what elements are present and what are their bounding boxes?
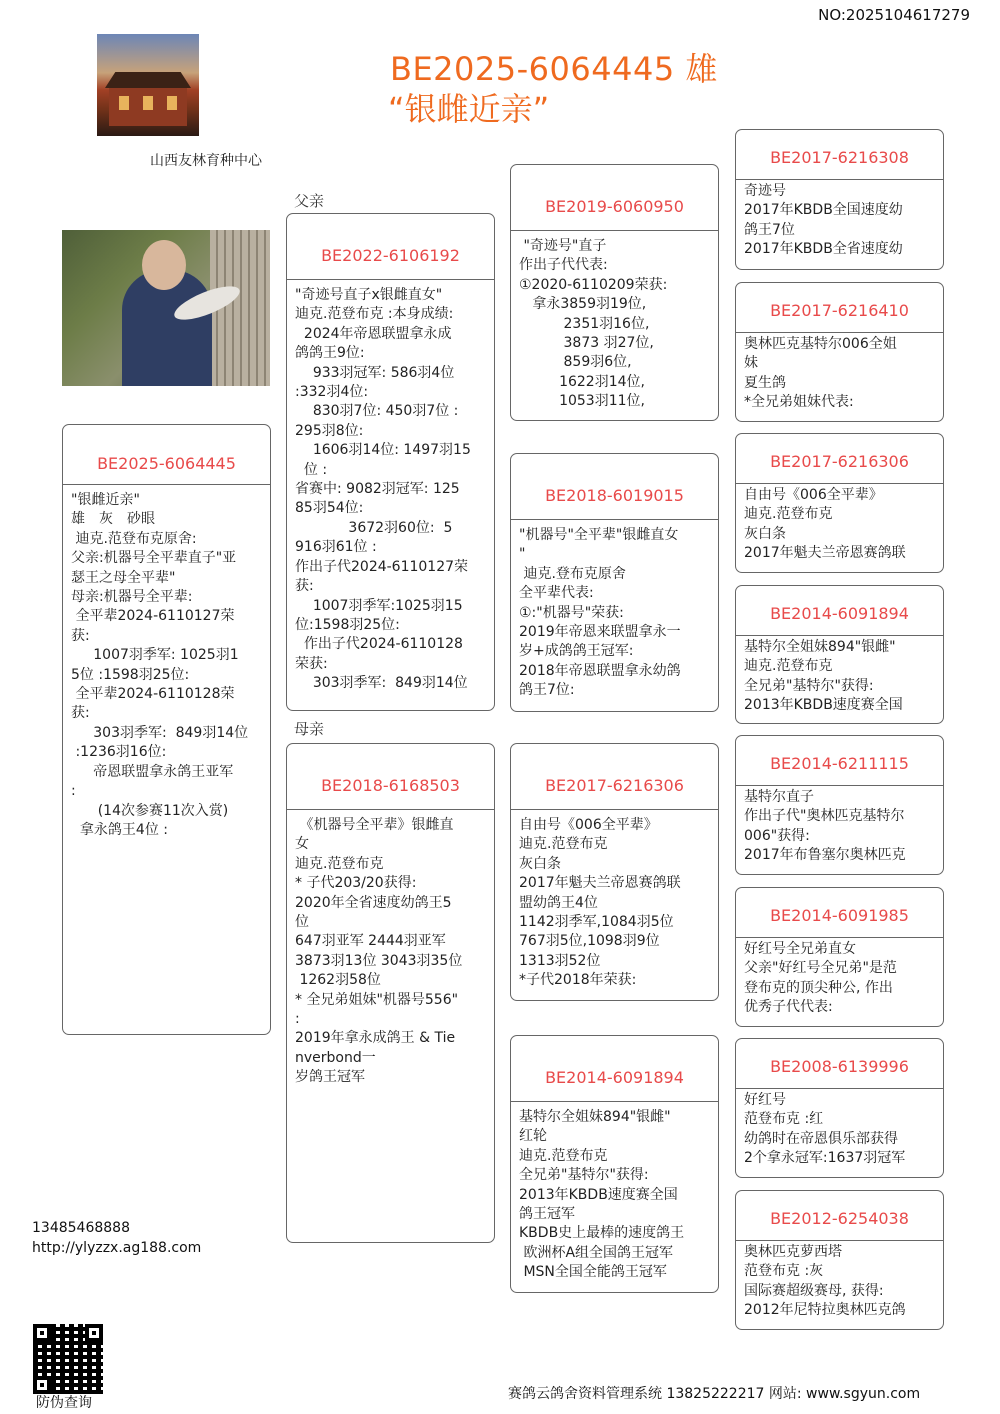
great-grandparent-ring-1: BE2017-6216308 <box>736 130 943 180</box>
great-grandparent-card-4[interactable] <box>735 585 944 724</box>
mother-ring: BE2018-6168503 <box>287 744 494 810</box>
breeder-photo <box>62 230 270 386</box>
great-grandparent-ring-2: BE2017-6216410 <box>736 283 943 333</box>
pedigree-title-ring: BE2025-6064445 雄 <box>390 50 718 88</box>
contact-phone: 13485468888 <box>32 1220 130 1236</box>
paternal-grandmother-details: "机器号"全平辈"银雌直女 " 迪克.登布克原舍 全平辈代表: ①:"机器号"荣获: 2019年帝恩来联盟拿永一 岁+成鸽鸽王冠军: 2018年帝恩联盟拿永幼鸽 鸽王7位: <box>519 527 681 699</box>
paternal-grandfather-details: "奇迹号"直子 作出子代代表: ①2020-6110209荣获: 拿永3859羽19位, 2351羽16位, 3873 羽27位, 859羽6位, 1622羽14位, 1053羽11位, <box>519 238 668 410</box>
paternal-grandmother-ring: BE2018-6019015 <box>511 454 718 520</box>
father-details: "奇迹号直子x银雌直女" 迪克.范登布克 :本身成绩: 2024年帝恩联盟拿永成 鸽鸽王9位: 933羽冠军: 586羽4位 :332羽4位: 830羽7位: 450羽7位 : 295羽8位: 1606羽14位: 1497羽15 位 : 省赛中: 9082羽冠军: 125 85羽54位: 3672羽60位: 5 916羽61位 : 作出子代2024-6110127荣 获: 1007羽季军:1025羽15 位:1598羽25位: 作出子代2024-6110128 荣获: 303羽季军: 849羽14位 <box>295 287 471 692</box>
system-footer: 赛鸽云鸽舍资料管理系统 13825222217 网站: www.sgyun.com <box>508 1386 921 1402</box>
great-grandparent-card-3[interactable] <box>735 433 944 573</box>
subject-details: "银雌近亲" 雄 灰 砂眼 迪克.范登布克原舍: 父亲:机器号全平辈直子"亚 瑟王之母全平辈" 母亲:机器号全平辈: 全平辈2024-6110127荣 获: 1007羽季军: 1025羽1 5位 :1598羽25位: 全平辈2024-6110128荣 获: 303羽季军: 849羽14位 :1236羽16位: 帝恩联盟拿永鸽王亚军 : (14次参赛11次入赏) 拿永鸽王4位 : <box>71 492 249 838</box>
subject-ring: BE2025-6064445 <box>63 425 270 485</box>
great-grandparent-ring-3: BE2017-6216306 <box>736 434 943 484</box>
great-grandparent-details-4: 基特尔全姐妹894"银雌" 迪克.范登布克 全兄弟"基特尔"获得: 2013年KBDB速度赛全国 <box>744 639 903 714</box>
loft-name: 山西友林育种中心 <box>150 153 262 169</box>
great-grandparent-details-5: 基特尔直子 作出子代"奥林匹克基特尔 006"获得: 2017年布鲁塞尔奥林匹克 <box>744 789 906 864</box>
great-grandparent-ring-7: BE2008-6139996 <box>736 1039 943 1089</box>
great-grandparent-details-8: 奥林匹克萝西塔 范登布克 :灰 国际赛超级赛母, 获得: 2012年尼特拉奥林匹克鸽 <box>744 1244 906 1319</box>
father-label: 父亲 <box>294 192 325 210</box>
mother-card[interactable] <box>286 743 495 1243</box>
great-grandparent-card-7[interactable] <box>735 1038 944 1178</box>
subject-card[interactable] <box>62 424 271 1035</box>
maternal-grandfather-card[interactable] <box>510 743 719 1001</box>
maternal-grandmother-card[interactable] <box>510 1035 719 1293</box>
great-grandparent-details-1: 奇迹号 2017年KBDB全国速度幼 鸽王7位 2017年KBDB全省速度幼 <box>744 183 903 258</box>
paternal-grandfather-ring: BE2019-6060950 <box>511 165 718 231</box>
anti-fake-label: 防伪查询 <box>36 1395 92 1411</box>
great-grandparent-ring-8: BE2012-6254038 <box>736 1191 943 1241</box>
father-card[interactable] <box>286 213 495 711</box>
great-grandparent-card-8[interactable] <box>735 1190 944 1330</box>
great-grandparent-card-6[interactable] <box>735 887 944 1027</box>
qr-code-icon[interactable] <box>33 1324 103 1394</box>
great-grandparent-details-2: 奥林匹克基特尔006全姐 妹 夏生鸽 *全兄弟姐妹代表: <box>744 336 897 411</box>
maternal-grandfather-ring: BE2017-6216306 <box>511 744 718 810</box>
pedigree-title-name: “银雌近亲” <box>388 90 550 128</box>
mother-details: 《机器号全平辈》银雌直 女 迪克.范登布克 * 子代203/20获得: 2020年全省速度幼鸽王5 位 647羽亚军 2444羽亚军 3873羽13位 3043羽35位 1262羽58位 * 全兄弟姐妹"机器号556" : 2019年拿永成鸽王 & Tie nverbond一 岁鸽王冠军 <box>295 817 463 1086</box>
great-grandparent-details-6: 好红号全兄弟直女 父亲"好红号全兄弟"是范 登布克的顶尖种公, 作出 优秀子代代表: <box>744 941 897 1016</box>
great-grandparent-card-2[interactable] <box>735 282 944 422</box>
great-grandparent-ring-5: BE2014-6211115 <box>736 736 943 786</box>
great-grandparent-card-5[interactable] <box>735 735 944 875</box>
loft-logo-image <box>97 34 199 136</box>
document-number: NO:2025104617279 <box>818 6 970 24</box>
father-ring: BE2022-6106192 <box>287 214 494 280</box>
paternal-grandfather-card[interactable] <box>510 164 719 421</box>
mother-label: 母亲 <box>294 720 325 738</box>
great-grandparent-ring-6: BE2014-6091985 <box>736 888 943 938</box>
great-grandparent-details-7: 好红号 范登布克 :红 幼鸽时在帝恩俱乐部获得 2个拿永冠军:1637羽冠军 <box>744 1092 906 1167</box>
contact-url[interactable]: http://ylyzzx.ag188.com <box>32 1240 202 1256</box>
great-grandparent-card-1[interactable] <box>735 129 944 270</box>
maternal-grandfather-details: 自由号《006全平辈》 迪克.范登布克 灰白条 2017年魁夫兰帝恩赛鸽联 盟幼鸽王4位 1142羽季军,1084羽5位 767羽5位,1098羽9位 1313羽52位 *子代2018年荣获: <box>519 817 681 989</box>
maternal-grandmother-details: 基特尔全姐妹894"银雌" 红轮 迪克.范登布克 全兄弟"基特尔"获得: 2013年KBDB速度赛全国 鸽王冠军 KBDB史上最棒的速度鸽王 欧洲杯A组全国鸽王冠军 MSN全国全能鸽王冠军 <box>519 1109 685 1281</box>
great-grandparent-details-3: 自由号《006全平辈》 迪克.范登布克 灰白条 2017年魁夫兰帝恩赛鸽联 <box>744 487 906 562</box>
great-grandparent-ring-4: BE2014-6091894 <box>736 586 943 636</box>
maternal-grandmother-ring: BE2014-6091894 <box>511 1036 718 1102</box>
paternal-grandmother-card[interactable] <box>510 453 719 712</box>
